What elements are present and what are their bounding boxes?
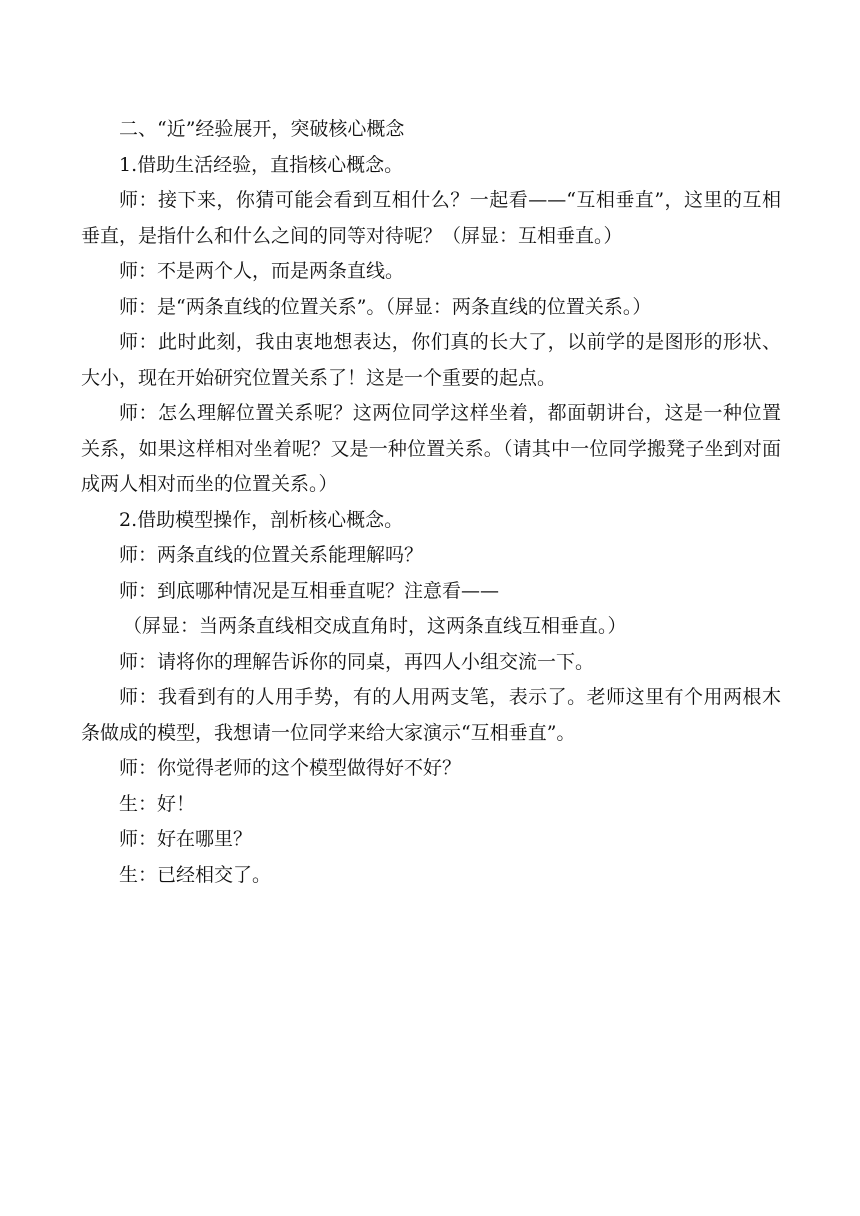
paragraph: 师：是“两条直线的位置关系”。（屏显：两条直线的位置关系。） — [119, 295, 652, 318]
paragraph: 师：到底哪种情况是互相垂直呢？注意看—— — [119, 579, 500, 602]
screen-display-note: （屏显：当两条直线相交成直角时，这两条直线互相垂直。） — [123, 615, 627, 637]
section-heading: 二、“近”经验展开，突破核心概念 — [119, 118, 405, 140]
paragraph: 师：接下来，你猜可能会看到互相什么？一起看——“互相垂直”，这里的互相垂直，是指什么和什么之间的同等对待呢？（屏显：互相垂直。） — [81, 189, 781, 247]
paragraph: 师：我看到有的人用手势，有的人用两支笔，表示了。老师这里有个用两根木条做成的模型，我想请一位同学来给大家演示“互相垂直”。 — [81, 686, 781, 744]
paragraph: 师：请将你的理解告诉你的同桌，再四人小组交流一下。 — [119, 650, 595, 673]
paragraph: 师：你觉得老师的这个模型做得好不好？ — [119, 757, 462, 779]
paragraph: 师：怎么理解位置关系呢？这两位同学这样坐着，都面朝讲台，这是一种位置关系，如果这样相对坐着呢？又是一种位置关系。（请其中一位同学搬凳子坐到对面成两人相对而坐的位置关系。） — [81, 402, 781, 495]
document-body — [81, 112, 781, 893]
paragraph: 师：好在哪里？ — [119, 828, 253, 850]
paragraph: 生：好！ — [119, 792, 196, 815]
paragraph: 师：此时此刻，我由衷地想表达，你们真的长大了，以前学的是图形的形状、大小，现在开始研究位置关系了！这是一个重要的起点。 — [81, 331, 781, 389]
paragraph: 师：两条直线的位置关系能理解吗？ — [119, 544, 424, 566]
subsection-heading-2: 2.借助模型操作，剖析核心概念。 — [119, 508, 404, 531]
subsection-heading-1: 1.借助生活经验，直指核心概念。 — [119, 153, 404, 176]
paragraph: 生：已经相交了。 — [119, 863, 272, 886]
paragraph: 师：不是两个人，而是两条直线。 — [119, 260, 405, 282]
